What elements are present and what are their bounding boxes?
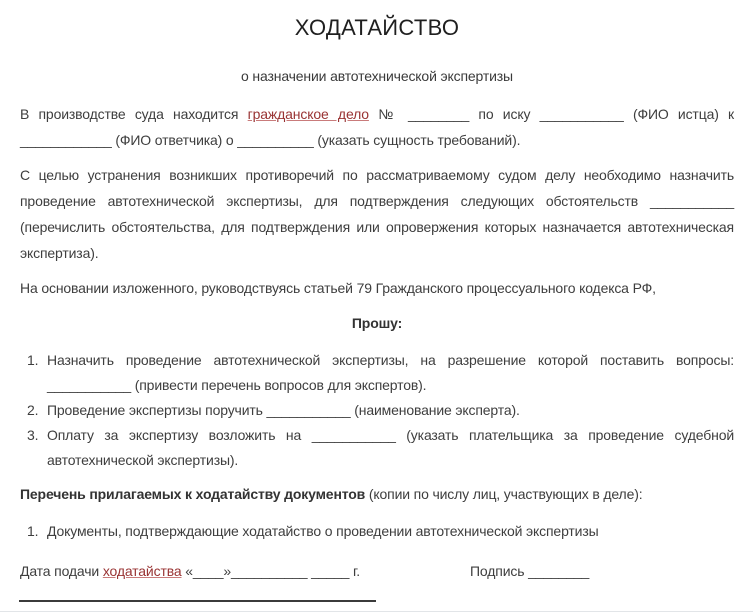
request-list-item: [20, 348, 734, 398]
request-heading: Прошу:: [351, 315, 403, 331]
date-signature-row: [20, 558, 734, 584]
attachments-list-item: [20, 519, 734, 544]
list-item-number: 2.: [27, 402, 39, 418]
list-item-number: 3.: [27, 427, 39, 443]
request-list: [20, 348, 734, 473]
petition-link[interactable]: ходатайства: [102, 563, 182, 579]
list-item-text: Проведение экспертизы поручить ___________ (наименование эксперта).: [47, 402, 520, 418]
intro-text-before-link: В производстве суда находится: [20, 106, 248, 122]
reason-paragraph: С целью устранения возникших противоречий по рассматриваемому судом делу необходимо назначить проведение автотехнической экспертизы, для подтверждения следующих обстоятельств ___________ (перечислить обстоятельства, для подтверждения или опровержения которых назначается автотехническая экспертиза).: [20, 167, 734, 261]
request-list-item: [20, 423, 734, 473]
list-item-number: 1.: [27, 352, 39, 368]
list-item-text: Назначить проведение автотехнической экспертизы, на разрешение которой поставить вопросы: ___________ (привести перечень вопросов для экспертов).: [47, 352, 734, 393]
attachments-list: [20, 519, 734, 544]
document-subtitle: о назначении автотехнической экспертизы: [241, 68, 513, 84]
document-title: ХОДАТАЙСТВО: [294, 15, 460, 40]
intro-paragraph: [20, 101, 734, 153]
civil-case-link[interactable]: гражданское дело: [247, 106, 369, 122]
intro-text-after-link: № ________ по иску ___________ (ФИО истца) к ____________ (ФИО ответчика) о __________ (указать сущность требований).: [20, 106, 735, 148]
date-text-after-link: «____»__________ _____ г.: [181, 563, 361, 579]
attachments-heading: [20, 481, 734, 507]
list-item-number: 1.: [27, 523, 39, 539]
request-list-item: [20, 398, 734, 423]
legal-basis-paragraph: На основании изложенного, руководствуясь статьей 79 Гражданского процессуального кодекса РФ,: [20, 280, 656, 296]
bottom-divider: [19, 600, 376, 602]
date-text-before-link: Дата подачи: [20, 563, 103, 579]
list-item-text: Документы, подтверждающие ходатайство о проведении автотехнической экспертизы: [47, 523, 599, 539]
attachments-heading-rest: (копии по числу лиц, участвующих в деле):: [365, 486, 643, 502]
list-item-text: Оплату за экспертизу возложить на ___________ (указать плательщика за проведение судебной автотехнической экспертизы).: [47, 427, 734, 468]
attachments-heading-bold: Перечень прилагаемых к ходатайству документов: [20, 486, 366, 502]
signature-label: Подпись ________: [470, 563, 590, 579]
